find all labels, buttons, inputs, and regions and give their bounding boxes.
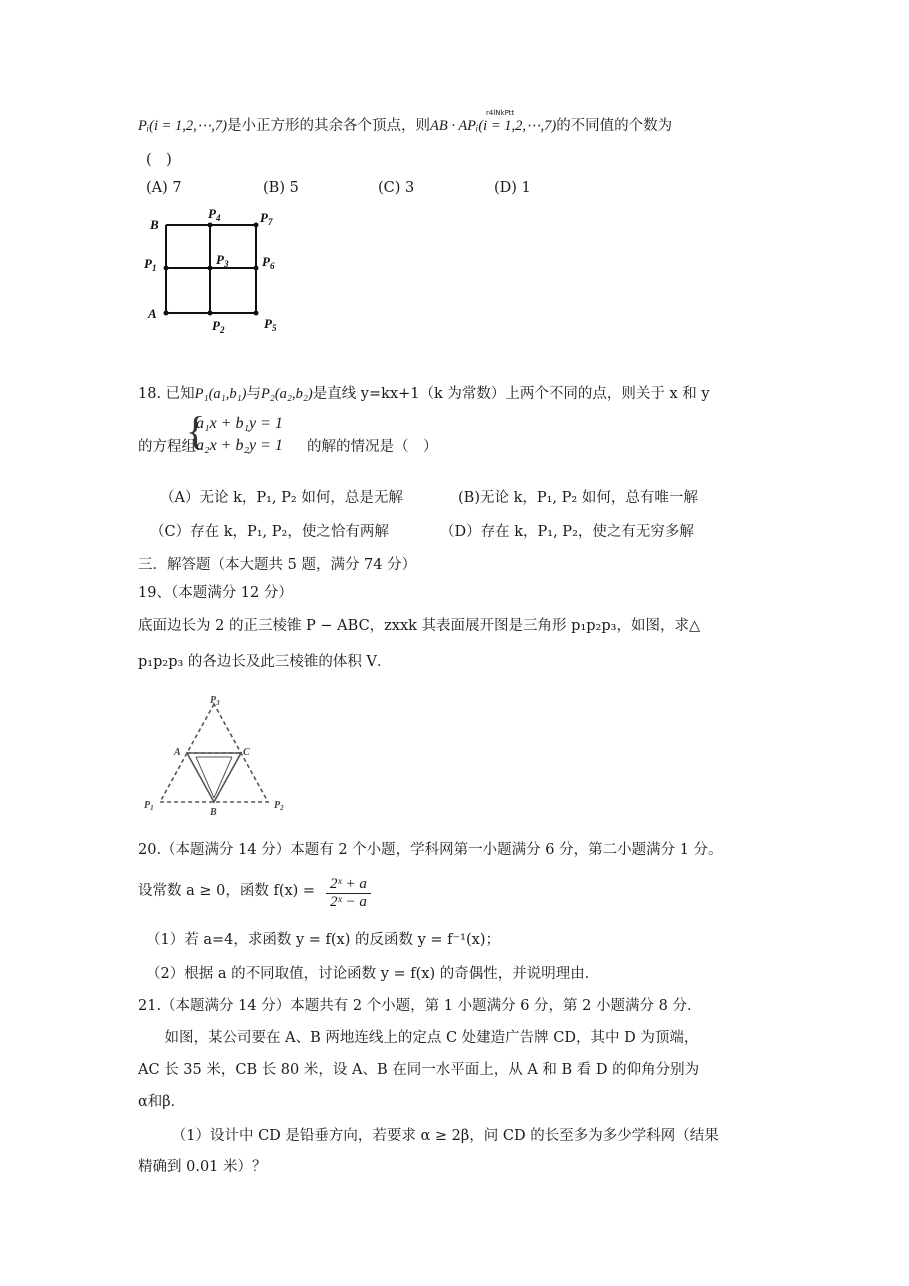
label-P6: $P_6$ <box>262 254 275 271</box>
q18-system-suffix: 的解的情况是（ ） <box>307 439 438 455</box>
q21-part1-line2: 精确到 0.01 米）？ <box>138 1159 267 1175</box>
q21-para1: 如图，某公司要在 A、B 两地连线上的定点 C 处建造广告牌 CD，其中 D 为顶端， <box>150 1030 699 1046</box>
q19-line1: 底面边长为 2 的正三棱锥 P − ABC，zxxk 其表面展开图是三角形 p₁p₂p₃，如图，求△ <box>138 618 701 634</box>
label-P1: $P_1$ <box>144 256 157 273</box>
section-3-heading: 三．解答题（本大题共 5 题，满分 74 分） <box>138 557 417 573</box>
q18-eq2: a₂x + b₂y = 1 <box>196 437 283 454</box>
q17-grid-figure <box>140 200 290 345</box>
label-P3: $P_3$ <box>216 252 229 269</box>
q21-para2: AC 长 35 米，CB 长 80 米，设 A、B 在同一水平面上，从 A 和 B 看 D 的仰角分别为 <box>138 1062 700 1078</box>
q18-point-p1: P₁(a₁,b₁) <box>194 386 247 402</box>
label-P3: $P_3$ <box>210 695 220 707</box>
q17-points-notation: Pᵢ(i = 1,2,⋯,7) <box>138 118 227 134</box>
q17-stem-tail: 的不同值的个数为 <box>556 118 673 134</box>
q17-option-d: (D) 1 <box>494 180 531 196</box>
q18-option-d: （D）存在 k，P₁, P₂，使之有无穷多解 <box>440 524 694 540</box>
label-P2: $P_2$ <box>212 318 225 335</box>
q18-line1-tail: 是直线 y=kx+1（k 为常数）上两个不同的点，则关于 x 和 y <box>312 386 710 402</box>
q21-header: 21.（本题满分 14 分）本题共有 2 个小题，第 1 小题满分 6 分，第 2 小题满分 8 分． <box>138 998 702 1014</box>
q20-header: 20.（本题满分 14 分）本题有 2 个小题，学科网第一小题满分 6 分，第二小题满分 1 分。 <box>138 842 723 858</box>
q20-setup: 设常数 a ≥ 0，函数 f(x) = <box>138 883 316 899</box>
q18-eq1: a₁x + b₁y = 1 <box>196 415 283 432</box>
q17-answer-paren: ( ) <box>146 152 172 168</box>
q19-line2: p₁p₂p₃ 的各边长及此三棱锥的体积 V． <box>138 654 392 670</box>
label-B: B <box>210 807 217 818</box>
q18-system-prefix: 的方程组 <box>138 439 196 455</box>
q20-frac-denominator: 2ˣ − a <box>330 894 367 910</box>
q20-fraction <box>326 876 371 911</box>
brace-icon: { <box>186 408 206 453</box>
label-B: B <box>150 217 159 232</box>
q20-part1: （1）若 a=4，求函数 y = f(x) 的反函数 y = f⁻¹(x)； <box>146 932 500 948</box>
label-P7: $P_7$ <box>260 210 273 227</box>
q18-point-p2: P₂(a₂,b₂) <box>260 386 313 402</box>
q21-part1-line1: （1）设计中 CD 是铅垂方向，若要求 α ≥ 2β，问 CD 的长至多为多少学科网（结果 <box>150 1128 719 1144</box>
q18-option-c: （C）存在 k，P₁, P₂，使之恰有两解 <box>150 524 389 540</box>
q21-para3: α和β． <box>138 1094 186 1110</box>
q20-part2: （2）根据 a 的不同取值，讨论函数 y = f(x) 的奇偶性，并说明理由． <box>146 966 600 982</box>
q17-option-b: (B) 5 <box>263 180 299 196</box>
label-P4: $P_4$ <box>208 206 221 223</box>
label-A: A <box>174 747 181 758</box>
q18-number: 18. 已知 <box>138 386 195 402</box>
q18-conj: 与 <box>246 386 261 402</box>
q18-line1 <box>138 384 710 404</box>
q17-option-c: (C) 3 <box>378 180 415 196</box>
q18-option-a: （A）无论 k，P₁, P₂ 如何，总是无解 <box>160 490 403 506</box>
label-C: C <box>243 747 250 758</box>
q19-triangle-figure <box>140 694 300 819</box>
q18-equation-system <box>196 413 283 457</box>
q19-header: 19、（本题满分 12 分） <box>138 585 293 601</box>
q18-option-b: (B)无论 k，P₁, P₂ 如何，总有唯一解 <box>458 490 698 506</box>
label-P1: $P_1$ <box>144 800 154 812</box>
q20-frac-numerator: 2ˣ + a <box>326 876 371 894</box>
label-P2: $P_2$ <box>274 800 284 812</box>
q17-stem-text: 是小正方形的其余各个顶点，则 <box>227 118 430 134</box>
q17-stem-line1 <box>138 116 672 136</box>
tiny-annotation: r4lNkPtt <box>486 109 515 117</box>
q17-dot-product: AB · APᵢ(i = 1,2,⋯,7) <box>430 118 557 134</box>
label-P5: $P_5$ <box>264 316 277 333</box>
q17-option-a: (A) 7 <box>146 180 182 196</box>
label-A: A <box>148 306 157 321</box>
